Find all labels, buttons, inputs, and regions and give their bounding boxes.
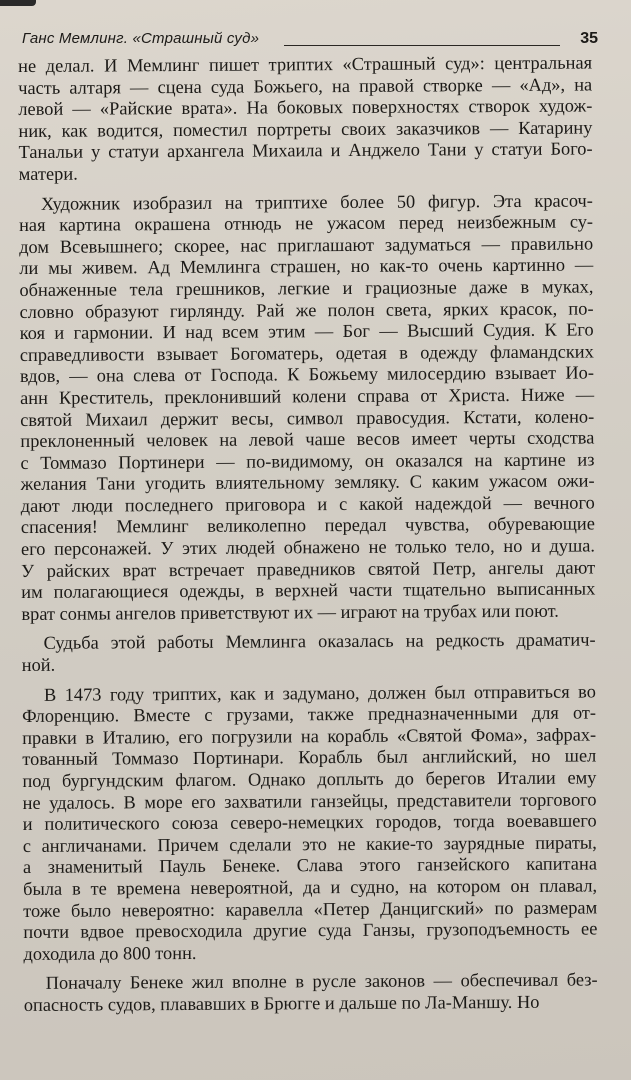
text-line: матери. [18, 163, 78, 184]
text-line: его персонажей. У этих людей обнажено не только тело, но и душа. [20, 535, 596, 560]
text-line: В 1473 году триптих, как и задумано, должен был отправиться во [43, 681, 596, 705]
text-line: обнаженные тела грешников, легкие и грациозные даже в муках, [19, 276, 594, 300]
text-line: желания Тани угодить влиятельному земляку. С каким ужасом ожи- [20, 470, 595, 495]
text-line: У райских врат встречает праведников святой Петр, ангелы дают [21, 557, 596, 581]
text-line: была в те времена невероятной, да и судно, на котором он плавал, [23, 875, 598, 899]
text-line: часть алтаря — сцена суда Божьего, на правой створке — «Ад», на [18, 74, 593, 98]
text-line: почти вдвое превосходила другие суда Ганзы, грузоподъемность ее [23, 918, 598, 943]
body-text [18, 52, 598, 1016]
paragraph [22, 630, 596, 677]
text-line: спасения! Мемлинг великолепно передал чувства, обуревающие [20, 513, 595, 538]
text-line: не удалось. В море его захватили ганзейцы, представители торгового [22, 789, 597, 813]
text-line: коя и гармонии. И над всем этим — Бог — Высший Судия. К Его [19, 319, 594, 344]
page-header [22, 26, 602, 52]
text-line: Флоренцию. Вместе с грузами, также предназначенными для от- [21, 702, 597, 727]
text-line: под бургундским флагом. Однако доплыть до берегов Италии ему [22, 767, 597, 791]
paragraph [18, 52, 593, 185]
header-rule [284, 45, 560, 46]
page-corner-mark [0, 0, 36, 6]
text-line: ник, как водится, поместил портреты своих заказчиков — Катарину [18, 117, 593, 141]
text-line: тоже было невероятно: каравелла «Петер Данцигский» по размерам [23, 897, 598, 921]
text-line: а знаменитый Пауль Бенеке. Слава этого ганзейского капитана [22, 853, 598, 878]
text-line: с Томмазо Портинери — по-видимому, он оказался на картине из [20, 449, 595, 473]
text-line: справедливости взывает Богоматерь, одетая в одежду фламандских [19, 341, 594, 365]
text-line: не делал. И Мемлинг пишет триптих «Страшный суд»: центральная [18, 52, 593, 76]
text-line: правки в Италию, его погрузили на корабль «Святой Фома», зафрах- [22, 724, 597, 748]
text-line: словно образуют гирлянду. Рай же полон света, ярких красок, по- [19, 298, 594, 322]
paragraph [22, 681, 598, 965]
running-title: Ганс Мемлинг. «Страшный суд» [22, 30, 260, 47]
text-line: врат сонмы ангелов приветствуют их — играют на трубах или поют. [21, 600, 559, 624]
text-line: дают люди последнего приговора и с какой надеждой — вечного [20, 492, 595, 516]
text-line: Художник изобразил на триптихе более 50 фигур. Эта красоч- [40, 190, 593, 214]
text-line: ная картина окрашена отнюдь не ужасом перед неизбежным су- [18, 211, 594, 236]
text-line: с англичанами. Причем сделали это не какие-то заурядные пираты, [22, 832, 597, 856]
text-line: и политического союза северо-немецких городов, тогда воевавшего [22, 810, 597, 835]
text-line: опасность судов, плававших в Брюгге и дальше по Ла-Маншу. Но [23, 991, 540, 1015]
paragraph [19, 190, 596, 625]
paragraph [24, 970, 598, 1017]
page-number: 35 [580, 30, 598, 47]
text-line: тованный Томмазо Портинари. Корабль был английский, но шел [22, 745, 597, 770]
text-line: святой Михаил держит весы, символ правосудия. Кстати, колено- [20, 405, 595, 430]
text-line: ли мы живем. Ад Мемлинга страшен, но как-то очень картинно — [19, 254, 594, 279]
text-line: им полагающиеся одежды, в верхней части тщательно выписанных [21, 578, 596, 603]
text-line: преклоненный человек на левой чаше весов имеет черты сходства [20, 427, 595, 452]
text-line: доходила до 800 тонн. [23, 942, 197, 964]
text-line: дом Всевышнего; скорее, нас приглашают задуматься — правильно [19, 233, 594, 257]
text-line: левой — «Райские врата». На боковых поверхностях створок худож- [18, 95, 593, 120]
text-line: ной. [21, 654, 56, 676]
text-line: Поначалу Бенеке жил вполне в русле законов — обеспечивал без- [45, 969, 598, 994]
text-line: вдов, — она слева от Господа. К Божьему милосердию взывает Ио- [19, 362, 595, 387]
text-line: Танальи у статуи архангела Михаила и Анджело Тани у статуи Бого- [18, 138, 593, 163]
text-line: Судьба этой работы Мемлинга оказалась на редкость драматич- [43, 629, 596, 654]
text-line: анн Креститель, преклонивший колени справа от Христа. Ниже — [20, 384, 595, 408]
